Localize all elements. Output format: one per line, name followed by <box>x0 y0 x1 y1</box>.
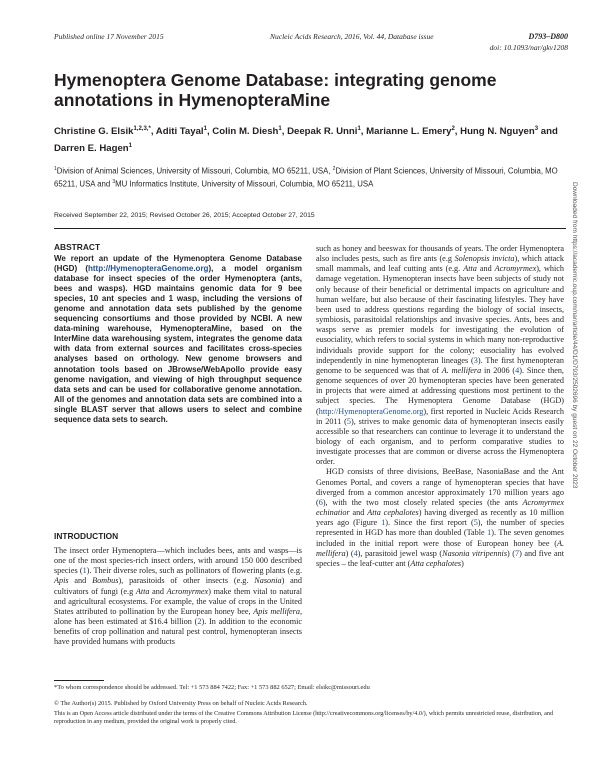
abstract-part: We report an update of the Hymenoptera Genome Database (HGD) ( <box>54 254 302 274</box>
introduction-paragraph: The insect order Hymenoptera—which includes bees, ants and wasps—is one of the most species-rich insect orders, with around 150 000 described species (1). Their diverse roles, such as pollinators of flowering plants (e.g. Apis and Bombus), parasitoids of other insects (e.g. Nasonia) and cultivators of fungi (e.g Atta and Acromyrmex) make them vital to natural and agricultural ecosystems. For example, the value of crops in the United States attributed to pollination by the European honey bee, Apis mellifera, alone has been estimated at $16.4 billion (2). In addition to the economic benefits of crop pollination and natural pest control, hymenopteran insects have provided humans with products <box>54 546 302 647</box>
abstract-part: ), a model organism database for insect species of the order Hymenoptera (ants, bees and wasps). HGD maintains genomic data for 9 bee species, 10 ant species and 1 wasp, including the versions of genome and annotation data sets published by the genome sequencing consortiums and those provided by NCBI. A new data-mining warehouse, HymenopteraMine, based on the InterMine data warehousing system, integrates the genome data with data from external sources and facilitates cross-species analyses based on orthology. New genome browsers and annotation tools based on JBrowse/WebApollo provide easy genome navigation, and viewing of high throughput sequence data sets and can be used for collaborative genome annotation. All of the genomes and annotation data sets are combined into a single BLAST server that allows users to select and combine sequence data sets to search. <box>54 264 302 424</box>
figure-link[interactable]: 1 <box>381 518 386 528</box>
affiliation-1: Division of Animal Sciences, University of Missouri, Columbia, MO 65211, USA, <box>56 166 331 176</box>
affiliation-marker: 1 <box>54 166 57 172</box>
author-affiliation-marker: 1,2,3,* <box>133 126 151 132</box>
citation-link[interactable]: 4 <box>515 365 520 375</box>
author-name: Colin M. Diesh <box>212 126 279 138</box>
affiliation-marker: 3 <box>112 179 116 186</box>
received-dates: Received September 22, 2015; Revised October 26, 2015; Accepted October 27, 2015 <box>54 212 315 219</box>
doi[interactable]: doi: 10.1093/nar/gkv1208 <box>489 43 568 52</box>
download-watermark: Downloaded from https://academic.oup.com/nar/article/44/D1/D793/2502696 by guest on 22 October 2023 <box>571 182 578 489</box>
author-name: Marianne L. Emery <box>366 126 452 138</box>
author-affiliation-marker: 1 <box>278 126 282 132</box>
published-date: Published online 17 November 2015 <box>54 32 164 41</box>
author-name: Deepak R. Unni <box>287 126 358 138</box>
author-name: Christine G. Elsik <box>54 126 134 138</box>
paragraph: such as honey and beeswax for thousands of years. The order Hymenoptera also includes pests, such as fire ants (e.g Solenopsis invicta), which attack small mammals, and leaf cutting ants (e.g. Atta and Acromyrmex), which damage vegetation. Hymenopteran insects have been subjects of study not only because of their beneficial or detrimental impacts on agriculture and human welfare, but also because of their fascinating lifestyles. They have been used to address questions regarding the biology of social insects, symbiosis, parasitoidal relationships and invasive species. Ants, bees and wasps serve as premier models for investigating the evolution of eusociality, which refers to social systems in which many non-reproductive individuals provide support for the colony; eusociality has evolved independently in nine hymenopteran lineages (3). The first hymenopteran genome to be sequenced was that of A. mellifera in 2006 (4). Since then, genome sequences of over 20 hymenopteran species have been generated in projects that were aimed at addressing questions most pertinent to the subject species. The Hymenoptera Genome Database (HGD) (http://HymenopteraGenome.org), first reported in Nucleic Acids Research in 2011 (5), strives to make genomic data of hymenopteran insects easily accessible so that researchers can continue to leverage it to understand the biology of each organism, and to perform comparative studies to investigate processes that are common or diverse across the Hymenoptera order. <box>316 244 564 467</box>
author-name: Hung N. Nguyen <box>460 126 535 138</box>
journal-citation: Nucleic Acids Research, 2016, Vol. 44, Database issue <box>270 32 434 41</box>
author-name: Aditi Tayal <box>155 126 204 138</box>
affiliation-marker: 2 <box>332 166 336 172</box>
author-affiliation-marker: 1 <box>203 126 207 132</box>
hgd-link[interactable]: http://HymenopteraGenome.org <box>318 406 424 416</box>
author-name: Darren E. Hagen <box>54 143 129 155</box>
author-affiliation-marker: 1 <box>357 126 361 132</box>
table-link[interactable]: 1 <box>487 528 492 538</box>
introduction-continued <box>316 244 564 569</box>
article-title: Hymenoptera Genome Database: integrating genome annotations in HymenopteraMine <box>54 70 497 110</box>
abstract-heading: ABSTRACT <box>54 242 101 252</box>
citation-link[interactable]: 6 <box>318 497 323 507</box>
citation-link[interactable]: 1 <box>82 566 87 576</box>
affiliation-2: Division of Plant Sciences, University of Missouri, Columbia, MO 65211, USA and <box>54 166 558 189</box>
correspondence-footnote: *To whom correspondence should be addressed. Tel: +1 573 884 7422; Fax: +1 573 882 6527; Email: elsikc@missouri.edu <box>54 684 370 691</box>
citation-link[interactable]: 7 <box>515 548 520 558</box>
footnote-divider <box>54 680 104 681</box>
author-affiliation-marker: 1 <box>128 143 132 150</box>
citation-link[interactable]: 3 <box>473 355 478 365</box>
page-range: D793–D800 <box>528 32 568 41</box>
abstract-text <box>54 254 302 425</box>
author-list: Christine G. Elsik$^{1,2,3,*}$, Aditi Tayal$^1$, Colin M. Diesh$^1$, Deepak R. Unni$^1$, Marianne L. Emery$^2$, Hung N. Nguyen$^3$ and Darren E. Hagen$^1$ <box>54 126 558 155</box>
header-divider <box>54 228 566 229</box>
copyright-line: © The Author(s) 2015. Published by Oxford University Press on behalf of Nucleic Acids Research. <box>54 700 308 707</box>
paragraph: HGD consists of three divisions, BeeBase, NasoniaBase and the Ant Genomes Portal, and covers a range of hymenopteran species that have diverged from a common ancestor approximately 170 million years ago (6), with the two most closely related species (the ants Acromyrmex echinatior and Atta cephalotes) having diverged as recently as 10 million years ago (Figure 1). Since the first report (5), the number of species represented in HGD has more than doubled (Table 1). The seven genomes included in the initial report were those of European honey bee (A. mellifera) (4), parasitoid jewel wasp (Nasonia vitripennis) (7) and five ant species – the leaf-cutter ant (Atta cephalotes) <box>316 467 565 568</box>
citation-link[interactable]: 4 <box>353 548 358 558</box>
affiliation-3: MU Informatics Institute, University of Missouri, Columbia, MO 65211, USA <box>115 179 374 189</box>
citation-link[interactable]: 5 <box>473 518 478 528</box>
author-affiliation-marker: 2 <box>451 126 455 132</box>
affiliations <box>54 164 574 190</box>
license-text: This is an Open Access article distributed under the terms of the Creative Commons Attribution License (http://creativecommons.org/licenses/by/4.0/), which permits unrestricted reuse, distribution, and reproduction in any medium, provided the original work is properly cited. <box>54 710 554 726</box>
citation-link[interactable]: 5 <box>346 416 352 426</box>
introduction-heading: INTRODUCTION <box>54 531 119 541</box>
author-affiliation-marker: 3 <box>534 126 539 132</box>
hgd-link[interactable]: http://HymenopteraGenome.org <box>87 264 209 274</box>
citation-link[interactable]: 2 <box>197 617 202 627</box>
